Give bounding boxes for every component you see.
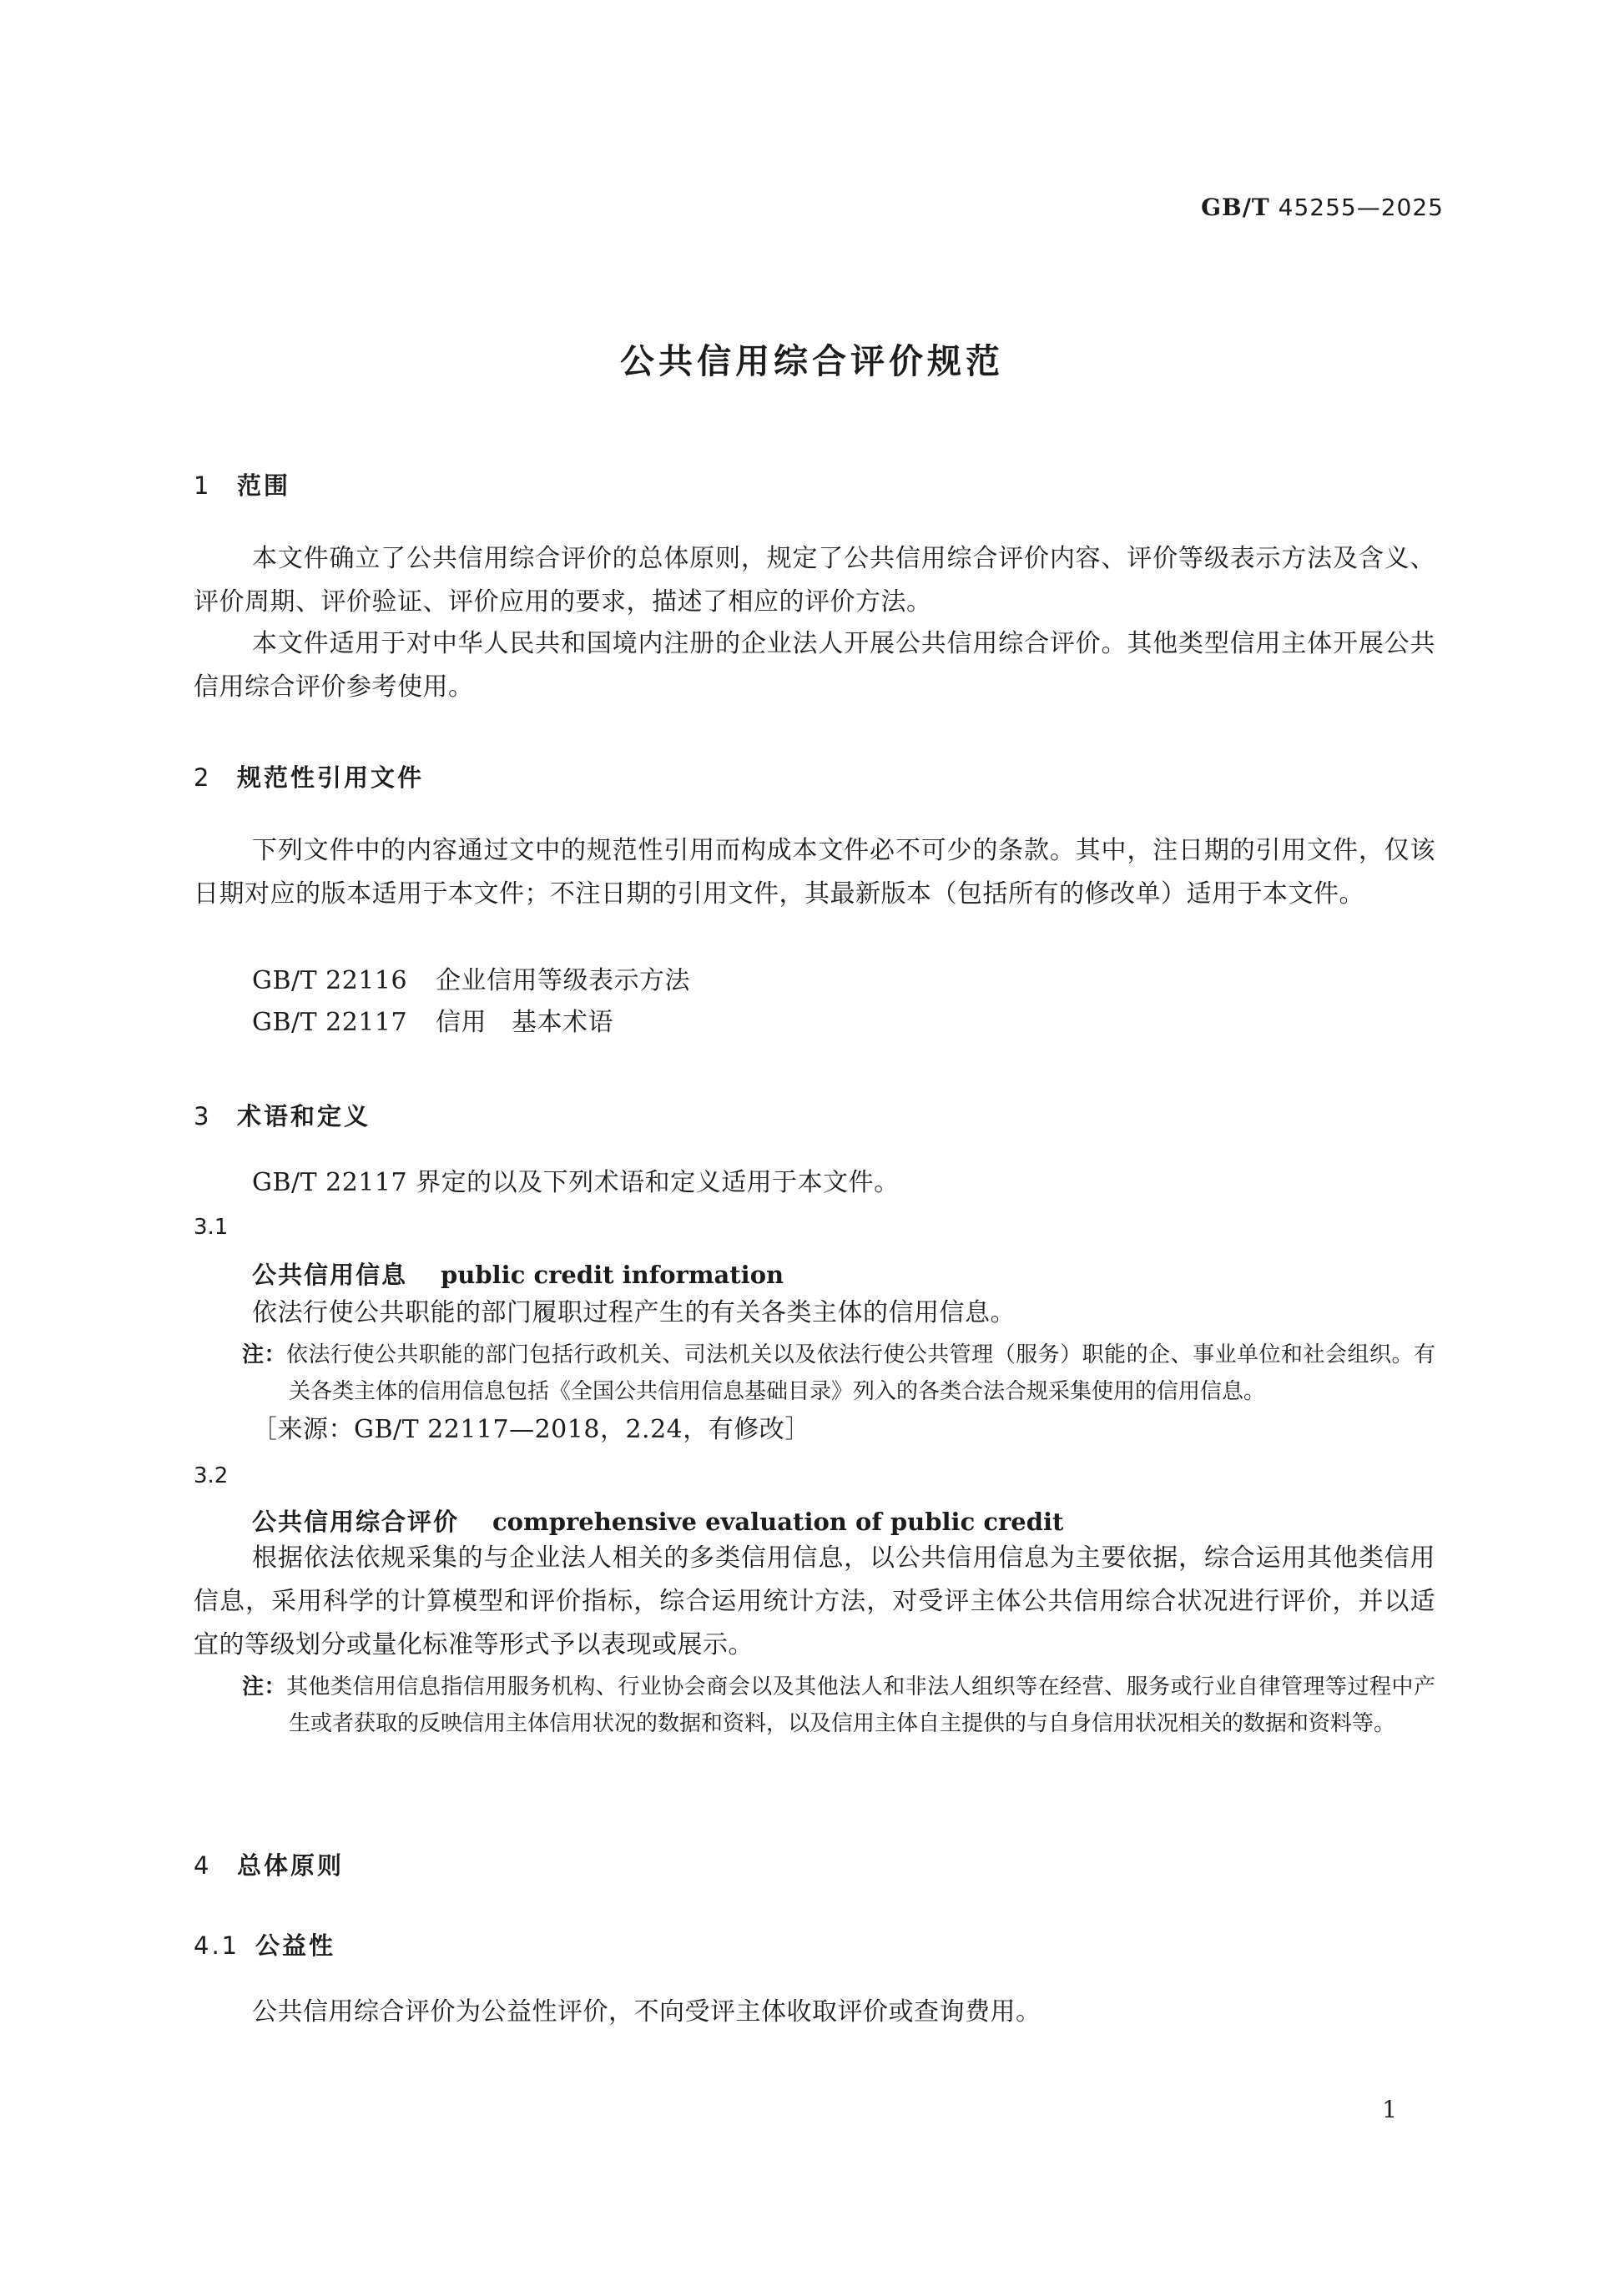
term-source: ［来源：GB/T 22117—2018，2.24，有修改］ xyxy=(252,1415,810,1444)
term-note xyxy=(242,1337,1435,1410)
section-number: 2 xyxy=(194,763,212,792)
note-text: 依法行使公共职能的部门包括行政机关、司法机关以及依法行使公共管理（服务）职能的企、事业单位和社会组织。有关各类主体的信用信息包括《全国公共信用信息基础目录》列入的各类合法合规采集使用的信用信息。 xyxy=(285,1342,1435,1404)
note-label: 注： xyxy=(242,1674,286,1699)
reference-code: GB/T 22116 xyxy=(252,966,408,995)
normative-reference xyxy=(252,1006,613,1040)
page-number: 1 xyxy=(1382,2096,1397,2123)
note-label: 注： xyxy=(242,1342,286,1367)
terms-intro: GB/T 22117 界定的以及下列术语和定义适用于本文件。 xyxy=(252,1168,900,1197)
term-heading xyxy=(252,1503,1063,1538)
section-number: 3 xyxy=(194,1102,212,1130)
section-title: 范围 xyxy=(237,471,291,500)
paragraph: 公共信用综合评价为公益性评价，不向受评主体收取评价或查询费用。 xyxy=(252,1997,1041,2027)
reference-title: 信用 xyxy=(436,1008,487,1037)
term-definition: 依法行使公共职能的部门履职过程产生的有关各类主体的信用信息。 xyxy=(252,1298,1016,1327)
section-title: 规范性引用文件 xyxy=(237,763,425,792)
term-zh: 公共信用信息 xyxy=(252,1261,408,1289)
term-definition: 根据依法依规采集的与企业法人相关的多类信用信息，以公共信用信息为主要依据，综合运用其他类信用信息，采用科学的计算模型和评价指标，综合运用统计方法，对受评主体公共信用综合状况进行评价，并以适宜的等级划分或量化标准等形式予以表现或展示。 xyxy=(194,1543,1435,1659)
term-en: comprehensive evaluation of public credit xyxy=(492,1508,1064,1536)
term-en: public credit information xyxy=(441,1261,784,1289)
section-4-heading xyxy=(194,1847,344,1881)
term-number: 3.2 xyxy=(194,1463,229,1488)
section-number: 1 xyxy=(194,471,212,500)
note-text: 其他类信用信息指信用服务机构、行业协会商会以及其他法人和非法人组织等在经营、服务或行业自律管理等过程中产生或者获取的反映信用主体信用状况的数据和资料，以及信用主体自主提供的与自身信用状况相关的数据和资料等。 xyxy=(285,1674,1435,1736)
subsection-title: 公益性 xyxy=(255,1931,336,1960)
section-2-heading xyxy=(194,759,424,793)
section-title: 总体原则 xyxy=(237,1851,345,1880)
reference-title-part: 基本术语 xyxy=(512,1008,613,1037)
document-title: 公共信用综合评价规范 xyxy=(620,341,1004,381)
term-note xyxy=(242,1669,1435,1742)
section-number: 4 xyxy=(194,1851,212,1880)
standard-prefix: GB/T xyxy=(1201,194,1270,221)
reference-title: 企业信用等级表示方法 xyxy=(436,966,690,995)
section-title: 术语和定义 xyxy=(237,1102,371,1130)
term-heading xyxy=(252,1256,784,1291)
reference-code: GB/T 22117 xyxy=(252,1008,408,1037)
normative-reference xyxy=(252,964,690,998)
section-3-heading xyxy=(194,1098,371,1132)
subsection-4-1-heading xyxy=(194,1927,335,1961)
term-number: 3.1 xyxy=(194,1215,229,1240)
term-zh: 公共信用综合评价 xyxy=(252,1508,460,1536)
paragraph: 下列文件中的内容通过文中的规范性引用而构成本文件必不可少的条款。其中，注日期的引用文件，仅该日期对应的版本适用于本文件；不注日期的引用文件，其最新版本（包括所有的修改单）适用于本文件。 xyxy=(194,836,1435,909)
standard-code: 45255—2025 xyxy=(1278,194,1444,221)
section-1-heading xyxy=(194,467,290,501)
paragraph: 本文件适用于对中华人民共和国境内注册的企业法人开展公共信用综合评价。其他类型信用主体开展公共信用综合评价参考使用。 xyxy=(194,629,1435,702)
standard-number xyxy=(1201,194,1444,221)
subsection-number: 4.1 xyxy=(194,1931,240,1960)
paragraph: 本文件确立了公共信用综合评价的总体原则，规定了公共信用综合评价内容、评价等级表示方法及含义、评价周期、评价验证、评价应用的要求，描述了相应的评价方法。 xyxy=(194,544,1435,617)
